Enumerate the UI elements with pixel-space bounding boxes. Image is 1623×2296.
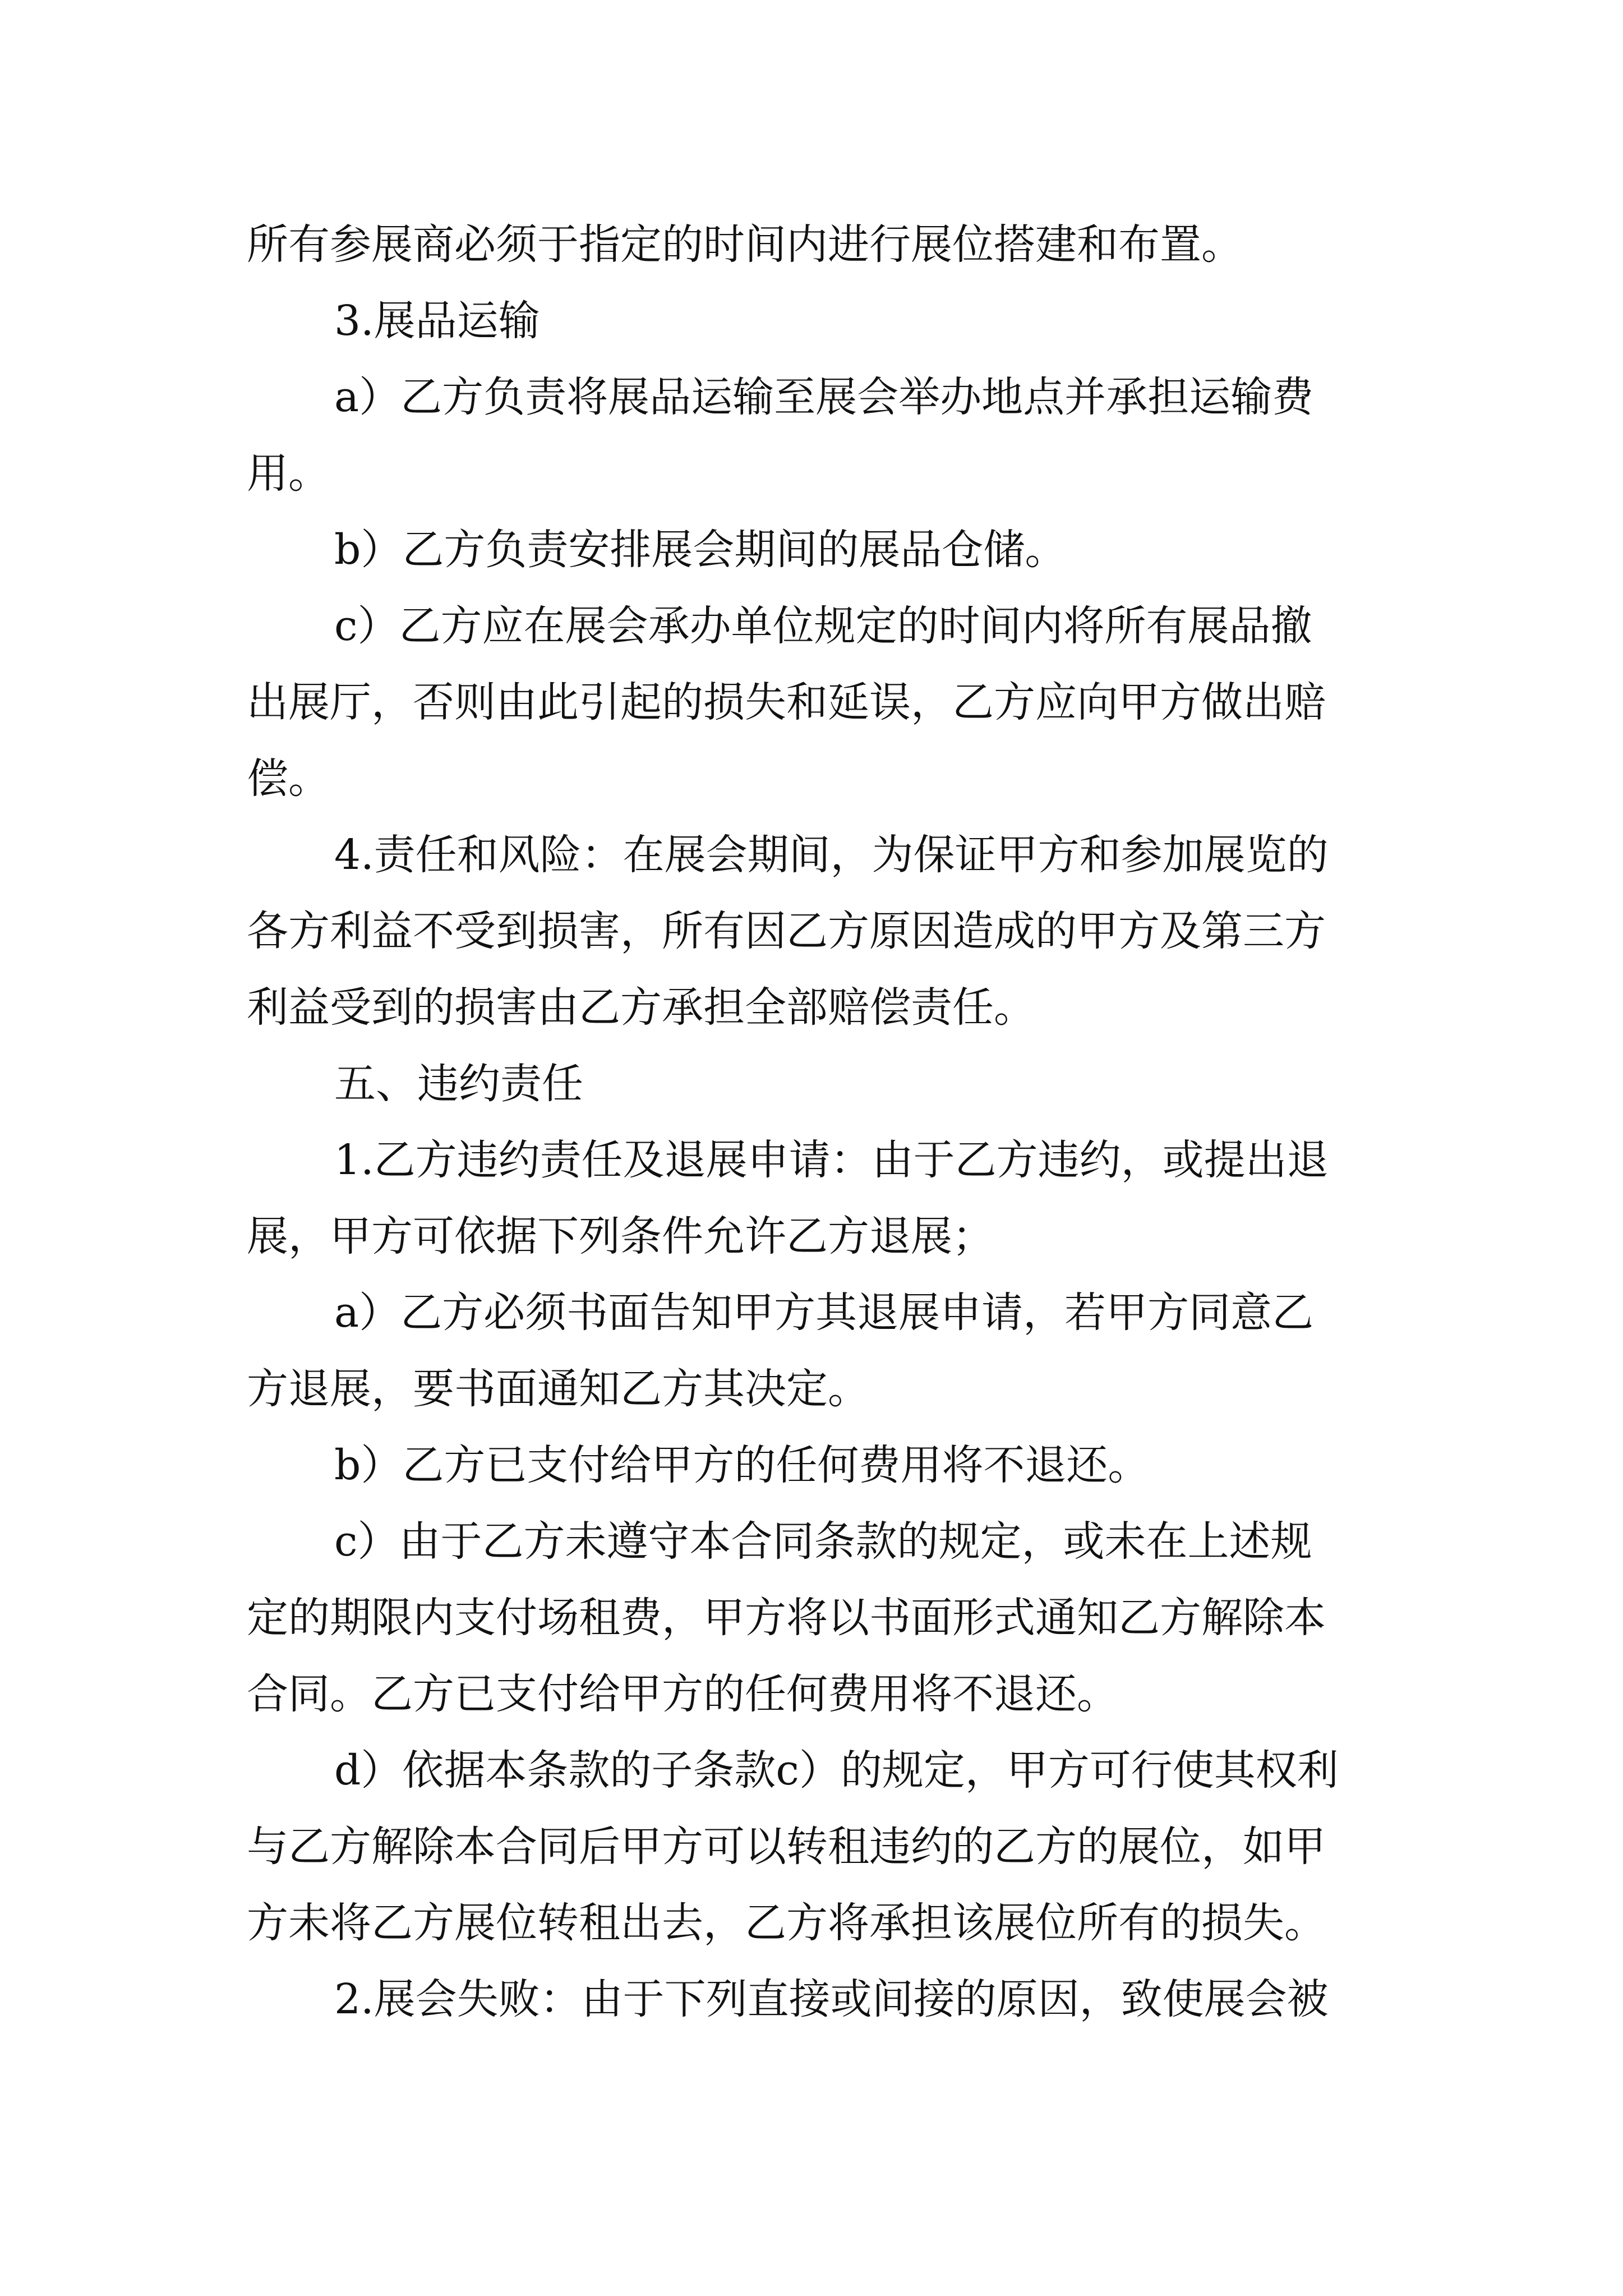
text-line-14: 展，甲方可依据下列条件允许乙方退展； bbox=[247, 1212, 994, 1260]
document-body bbox=[247, 206, 1391, 2037]
text-line-15: a）乙方必须书面告知甲方其退展申请，若甲方同意乙 bbox=[334, 1289, 1314, 1337]
text-line-8: 偿。 bbox=[247, 754, 330, 803]
text-line-1: 所有参展商必须于指定的时间内进行展位搭建和布置。 bbox=[247, 220, 1243, 269]
text-line-18: c）由于乙方未遵守本合同条款的规定，或未在上述规 bbox=[334, 1517, 1312, 1566]
text-line-13: 1.乙方违约责任及退展申请：由于乙方违约，或提出退 bbox=[334, 1136, 1329, 1184]
text-line-7: 出展厅，否则由此引起的损失和延误，乙方应向甲方做出赔 bbox=[247, 678, 1326, 726]
text-line-17: b）乙方已支付给甲方的任何费用将不退还。 bbox=[334, 1441, 1150, 1489]
text-line-2: 3.展品运输 bbox=[334, 297, 540, 345]
text-line-9: 4.责任和风险：在展会期间，为保证甲方和参加展览的 bbox=[334, 831, 1329, 879]
text-line-22: 与乙方解除本合同后甲方可以转租违约的乙方的展位，如甲 bbox=[247, 1823, 1326, 1871]
text-line-5: b）乙方负责安排展会期间的展品仓储。 bbox=[334, 526, 1067, 574]
text-line-16: 方退展，要书面通知乙方其决定。 bbox=[247, 1365, 869, 1413]
text-line-21: d）依据本条款的子条款c）的规定，甲方可行使其权利 bbox=[334, 1746, 1339, 1795]
text-line-11: 利益受到的损害由乙方承担全部赔偿责任。 bbox=[247, 983, 1035, 1032]
text-line-24: 2.展会失败：由于下列直接或间接的原因，致使展会被 bbox=[334, 1975, 1329, 2023]
text-line-4: 用。 bbox=[247, 449, 330, 498]
text-line-6: c）乙方应在展会承办单位规定的时间内将所有展品撤 bbox=[334, 602, 1312, 650]
section-heading: 五、违约责任 bbox=[334, 1060, 583, 1108]
text-line-20: 合同。乙方已支付给甲方的任何费用将不退还。 bbox=[247, 1670, 1118, 1718]
text-line-10: 各方利益不受到损害，所有因乙方原因造成的甲方及第三方 bbox=[247, 907, 1326, 955]
text-line-23: 方未将乙方展位转租出去，乙方将承担该展位所有的损失。 bbox=[247, 1899, 1326, 1947]
text-line-19: 定的期限内支付场租费，甲方将以书面形式通知乙方解除本 bbox=[247, 1594, 1326, 1642]
text-line-3: a）乙方负责将展品运输至展会举办地点并承担运输费 bbox=[334, 373, 1314, 421]
